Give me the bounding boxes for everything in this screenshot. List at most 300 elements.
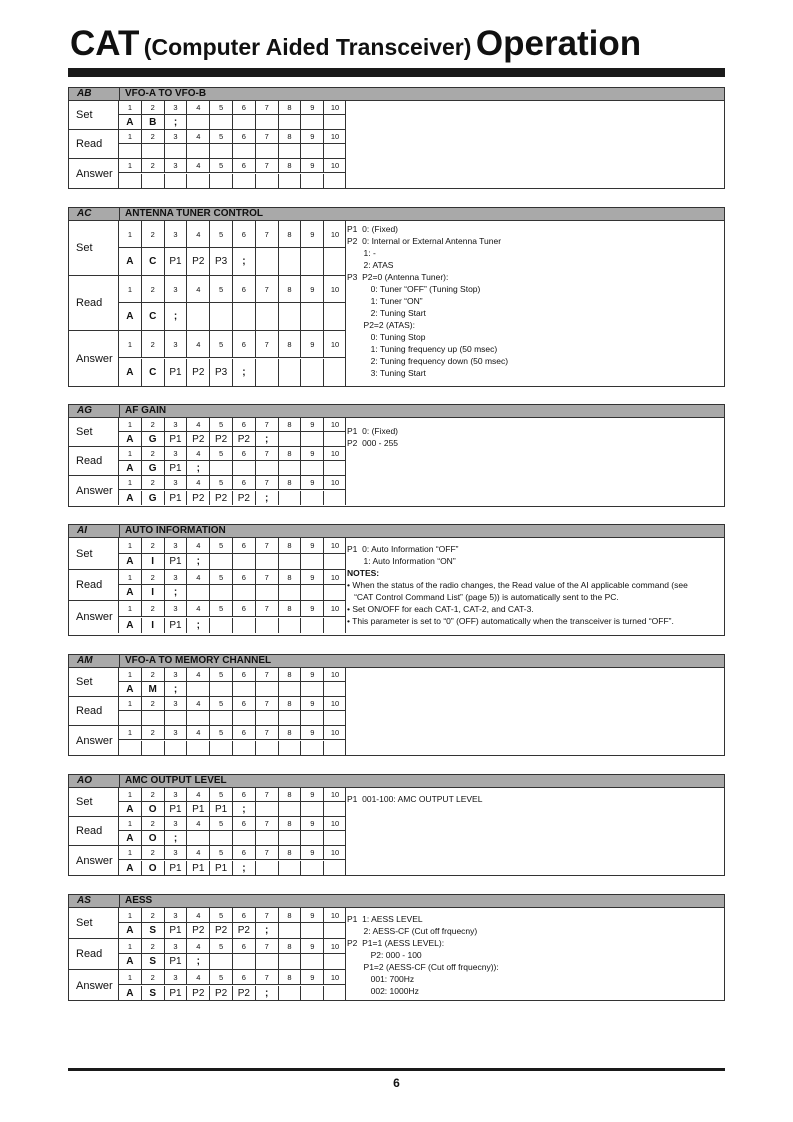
byte-cell: I bbox=[142, 618, 165, 633]
byte-cell: ; bbox=[187, 954, 210, 969]
description-line: P1=2 (AESS-CF (Cut off frquecny)): bbox=[347, 962, 499, 972]
column-number: 10 bbox=[330, 572, 340, 582]
column-number: 7 bbox=[256, 668, 279, 681]
column-number: 10 bbox=[330, 132, 340, 141]
description-line: 2: AESS-CF (Cut off frquecny) bbox=[347, 926, 478, 936]
byte-cell bbox=[279, 303, 302, 330]
column-number: 3 bbox=[165, 221, 188, 247]
description-line: P1 001-100: AMC OUTPUT LEVEL bbox=[347, 794, 483, 804]
byte-cell bbox=[279, 461, 302, 475]
byte-cell bbox=[256, 248, 279, 275]
column-number: 5 bbox=[210, 846, 233, 859]
byte-cell: P1 bbox=[165, 248, 188, 275]
command-code: AO bbox=[77, 775, 92, 786]
command-row-set bbox=[69, 908, 346, 939]
byte-cell bbox=[256, 831, 279, 845]
byte-cell bbox=[324, 682, 346, 696]
byte-cell: P2 bbox=[210, 986, 233, 1001]
byte-cell: A bbox=[119, 585, 142, 600]
column-number: 5 bbox=[210, 276, 233, 302]
command-name: AESS bbox=[125, 895, 153, 906]
byte-cell: A bbox=[119, 359, 142, 386]
column-number: 2 bbox=[142, 447, 165, 460]
byte-cell bbox=[187, 711, 210, 725]
row-label: Set bbox=[69, 538, 119, 569]
column-number: 8 bbox=[279, 970, 302, 984]
column-number: 8 bbox=[279, 668, 302, 681]
column-number: 9 bbox=[301, 331, 324, 357]
byte-cell: P2 bbox=[233, 491, 256, 505]
byte-cell: A bbox=[119, 986, 142, 1001]
byte-cell: S bbox=[142, 923, 165, 938]
byte-cell bbox=[324, 618, 346, 633]
command-name: ANTENNA TUNER CONTROL bbox=[125, 208, 263, 219]
byte-cell bbox=[210, 711, 233, 725]
column-number: 3 bbox=[165, 970, 188, 984]
byte-cell bbox=[324, 861, 346, 875]
column-number: 2 bbox=[142, 221, 165, 247]
byte-cell bbox=[256, 741, 279, 755]
command-row-read bbox=[69, 817, 346, 846]
command-row-read bbox=[69, 570, 346, 601]
byte-cell bbox=[256, 461, 279, 475]
byte-cell bbox=[256, 954, 279, 969]
byte-cell: A bbox=[119, 115, 142, 129]
byte-cell bbox=[187, 585, 210, 600]
byte-cell bbox=[187, 741, 210, 755]
column-number: 6 bbox=[233, 908, 256, 922]
byte-cell: C bbox=[142, 359, 165, 386]
column-number: 2 bbox=[142, 331, 165, 357]
column-number: 9 bbox=[301, 101, 324, 114]
column-number: 9 bbox=[301, 221, 324, 247]
column-number: 4 bbox=[187, 970, 210, 984]
column-number: 7 bbox=[256, 221, 279, 247]
description-line: P2 0: Internal or External Antenna Tuner bbox=[347, 236, 502, 246]
byte-cell: A bbox=[119, 682, 142, 696]
byte-cell bbox=[279, 144, 302, 158]
byte-cell bbox=[324, 491, 346, 505]
description-line: P2=2 (ATAS): bbox=[347, 320, 415, 330]
column-number: 5 bbox=[210, 668, 233, 681]
row-label: Set bbox=[69, 418, 119, 446]
byte-cell bbox=[324, 461, 346, 475]
byte-cell: A bbox=[119, 248, 142, 275]
byte-cell bbox=[233, 741, 256, 755]
column-number: 4 bbox=[187, 668, 210, 681]
page-number: 6 bbox=[393, 1076, 400, 1090]
command-row-set bbox=[69, 221, 346, 276]
byte-cell bbox=[142, 174, 165, 188]
command-section-am bbox=[68, 654, 725, 756]
byte-cell bbox=[233, 585, 256, 600]
column-number: 2 bbox=[142, 418, 165, 431]
column-number: 8 bbox=[279, 939, 302, 953]
byte-cell: P1 bbox=[165, 432, 188, 446]
column-number: 2 bbox=[142, 570, 165, 584]
byte-grid bbox=[119, 538, 346, 569]
byte-cell bbox=[324, 554, 346, 569]
byte-cell bbox=[233, 115, 256, 129]
byte-grid bbox=[119, 331, 346, 386]
column-number: 6 bbox=[233, 101, 256, 114]
byte-cell: A bbox=[119, 618, 142, 633]
row-label: Set bbox=[69, 101, 119, 129]
byte-cell bbox=[301, 554, 324, 569]
column-number: 9 bbox=[301, 538, 324, 553]
column-number: 2 bbox=[142, 130, 165, 143]
byte-cell: P2 bbox=[233, 923, 256, 938]
column-number: 7 bbox=[256, 846, 279, 859]
column-number: 6 bbox=[233, 276, 256, 302]
byte-cell: ; bbox=[256, 986, 279, 1001]
byte-cell bbox=[301, 585, 324, 600]
command-row-set bbox=[69, 101, 346, 130]
command-name: AF GAIN bbox=[125, 405, 167, 416]
byte-cell: P2 bbox=[187, 359, 210, 386]
byte-cell bbox=[301, 144, 324, 158]
row-label: Read bbox=[69, 447, 119, 475]
column-number: 5 bbox=[210, 331, 233, 357]
byte-grid bbox=[119, 101, 346, 129]
column-number: 8 bbox=[279, 570, 302, 584]
description-line: 0: Tuning Stop bbox=[347, 332, 426, 342]
byte-cell bbox=[279, 174, 302, 188]
byte-cell bbox=[279, 491, 302, 505]
byte-cell: P2 bbox=[187, 986, 210, 1001]
row-label: Answer bbox=[69, 846, 119, 875]
byte-cell bbox=[301, 986, 324, 1001]
section-header bbox=[69, 895, 724, 908]
byte-cell: G bbox=[142, 461, 165, 475]
byte-cell bbox=[301, 303, 324, 330]
byte-cell bbox=[324, 432, 346, 446]
byte-cell bbox=[256, 861, 279, 875]
command-row-answer bbox=[69, 331, 346, 386]
byte-cell bbox=[279, 861, 302, 875]
column-number: 4 bbox=[187, 817, 210, 830]
column-number: 6 bbox=[233, 726, 256, 739]
column-number: 4 bbox=[187, 697, 210, 710]
command-row-set bbox=[69, 418, 346, 447]
byte-cell: A bbox=[119, 954, 142, 969]
byte-cell bbox=[210, 831, 233, 845]
byte-cell bbox=[187, 115, 210, 129]
byte-cell: P1 bbox=[210, 861, 233, 875]
row-label: Read bbox=[69, 276, 119, 330]
byte-cell bbox=[279, 741, 302, 755]
column-number: 1 bbox=[119, 101, 142, 114]
command-code: AI bbox=[77, 525, 87, 536]
column-number: 5 bbox=[210, 908, 233, 922]
byte-cell bbox=[256, 303, 279, 330]
row-label: Answer bbox=[69, 331, 119, 386]
column-number: 5 bbox=[210, 570, 233, 584]
byte-cell: O bbox=[142, 861, 165, 875]
byte-cell bbox=[142, 741, 165, 755]
byte-cell: A bbox=[119, 491, 142, 505]
column-number: 6 bbox=[233, 331, 256, 357]
byte-cell bbox=[210, 585, 233, 600]
byte-cell bbox=[210, 618, 233, 633]
description-line: 002: 1000Hz bbox=[347, 986, 419, 996]
byte-cell: ; bbox=[233, 359, 256, 386]
column-number: 2 bbox=[142, 601, 165, 616]
byte-cell bbox=[279, 248, 302, 275]
column-number: 6 bbox=[233, 418, 256, 431]
byte-cell: C bbox=[142, 303, 165, 330]
byte-cell bbox=[165, 741, 188, 755]
byte-cell: ; bbox=[165, 831, 188, 845]
byte-cell: P1 bbox=[165, 461, 188, 475]
byte-cell: G bbox=[142, 432, 165, 446]
column-number: 2 bbox=[142, 538, 165, 553]
byte-cell bbox=[233, 554, 256, 569]
byte-grid bbox=[119, 476, 346, 505]
section-header bbox=[69, 775, 724, 788]
byte-cell: P2 bbox=[210, 923, 233, 938]
column-number: 8 bbox=[279, 538, 302, 553]
column-number: 4 bbox=[187, 276, 210, 302]
column-number: 6 bbox=[233, 697, 256, 710]
byte-cell: M bbox=[142, 682, 165, 696]
column-number: 4 bbox=[187, 159, 210, 172]
column-number: 4 bbox=[187, 130, 210, 143]
column-number: 10 bbox=[330, 699, 340, 708]
section-header bbox=[69, 525, 724, 538]
column-number: 3 bbox=[165, 159, 188, 172]
byte-cell bbox=[301, 432, 324, 446]
column-number: 7 bbox=[256, 970, 279, 984]
column-number: 5 bbox=[210, 130, 233, 143]
row-label: Answer bbox=[69, 726, 119, 755]
column-number: 4 bbox=[187, 538, 210, 553]
column-number: 4 bbox=[187, 221, 210, 247]
column-number: 1 bbox=[119, 476, 142, 489]
byte-cell: P1 bbox=[165, 618, 188, 633]
command-row-answer bbox=[69, 601, 346, 633]
column-number: 2 bbox=[142, 846, 165, 859]
command-code: AS bbox=[77, 895, 91, 906]
byte-cell bbox=[187, 174, 210, 188]
column-number: 3 bbox=[165, 601, 188, 616]
column-number: 7 bbox=[256, 788, 279, 801]
column-number: 9 bbox=[301, 668, 324, 681]
byte-cell bbox=[165, 174, 188, 188]
byte-cell bbox=[210, 303, 233, 330]
byte-cell bbox=[324, 174, 346, 188]
column-number: 10 bbox=[330, 339, 340, 349]
column-number: 2 bbox=[142, 908, 165, 922]
column-number: 7 bbox=[256, 939, 279, 953]
column-number: 9 bbox=[301, 418, 324, 431]
column-number: 1 bbox=[119, 130, 142, 143]
byte-cell bbox=[187, 682, 210, 696]
column-number: 3 bbox=[165, 447, 188, 460]
byte-cell: A bbox=[119, 554, 142, 569]
byte-cell: A bbox=[119, 923, 142, 938]
column-number: 3 bbox=[165, 276, 188, 302]
column-number: 10 bbox=[330, 972, 340, 982]
byte-cell bbox=[256, 682, 279, 696]
byte-cell bbox=[119, 174, 142, 188]
column-number: 9 bbox=[301, 939, 324, 953]
column-number: 7 bbox=[256, 697, 279, 710]
byte-cell: P1 bbox=[165, 554, 188, 569]
description-line: P2: 000 - 100 bbox=[347, 950, 422, 960]
byte-cell bbox=[301, 954, 324, 969]
byte-cell bbox=[301, 618, 324, 633]
byte-cell bbox=[256, 711, 279, 725]
column-number: 2 bbox=[142, 159, 165, 172]
section-header bbox=[69, 208, 724, 221]
byte-cell bbox=[301, 115, 324, 129]
column-number: 4 bbox=[187, 331, 210, 357]
column-number: 5 bbox=[210, 159, 233, 172]
byte-cell bbox=[165, 711, 188, 725]
byte-cell bbox=[256, 144, 279, 158]
column-number: 9 bbox=[301, 447, 324, 460]
byte-cell: A bbox=[119, 432, 142, 446]
column-number: 9 bbox=[301, 130, 324, 143]
column-number: 2 bbox=[142, 101, 165, 114]
column-number: 5 bbox=[210, 476, 233, 489]
byte-grid bbox=[119, 221, 346, 275]
column-number: 2 bbox=[142, 939, 165, 953]
byte-cell bbox=[256, 174, 279, 188]
byte-cell bbox=[301, 174, 324, 188]
description-line: P3 P2=0 (Antenna Tuner): bbox=[347, 272, 449, 282]
byte-cell bbox=[233, 461, 256, 475]
byte-cell bbox=[256, 115, 279, 129]
byte-cell: P1 bbox=[187, 802, 210, 816]
column-number: 6 bbox=[233, 447, 256, 460]
byte-cell bbox=[210, 682, 233, 696]
footer-rule bbox=[68, 1068, 725, 1071]
byte-cell bbox=[324, 802, 346, 816]
byte-cell: B bbox=[142, 115, 165, 129]
command-row-read bbox=[69, 276, 346, 331]
column-number: 2 bbox=[142, 817, 165, 830]
row-label: Answer bbox=[69, 159, 119, 188]
column-number: 7 bbox=[256, 908, 279, 922]
column-number: 6 bbox=[233, 538, 256, 553]
row-label: Read bbox=[69, 697, 119, 725]
byte-grid bbox=[119, 601, 346, 633]
byte-cell bbox=[301, 461, 324, 475]
command-name: AMC OUTPUT LEVEL bbox=[125, 775, 227, 786]
byte-cell bbox=[324, 923, 346, 938]
byte-cell bbox=[279, 831, 302, 845]
byte-cell: C bbox=[142, 248, 165, 275]
command-code: AC bbox=[77, 208, 92, 219]
column-number: 9 bbox=[301, 908, 324, 922]
column-number: 7 bbox=[256, 130, 279, 143]
byte-cell bbox=[324, 115, 346, 129]
byte-cell bbox=[301, 923, 324, 938]
column-number: 5 bbox=[210, 788, 233, 801]
column-number: 3 bbox=[165, 908, 188, 922]
section-header bbox=[69, 655, 724, 668]
byte-cell bbox=[279, 923, 302, 938]
parameter-description bbox=[347, 543, 688, 627]
command-row-read bbox=[69, 447, 346, 476]
byte-cell bbox=[233, 711, 256, 725]
column-number: 8 bbox=[279, 276, 302, 302]
column-number: 6 bbox=[233, 846, 256, 859]
column-number: 10 bbox=[330, 910, 340, 920]
column-number: 10 bbox=[330, 103, 340, 112]
command-row-read bbox=[69, 939, 346, 970]
description-line: 2: ATAS bbox=[347, 260, 394, 270]
byte-cell bbox=[210, 115, 233, 129]
byte-cell bbox=[301, 831, 324, 845]
column-number: 8 bbox=[279, 418, 302, 431]
byte-cell bbox=[256, 585, 279, 600]
byte-cell bbox=[279, 585, 302, 600]
title-operation: Operation bbox=[475, 24, 642, 63]
command-section-ag bbox=[68, 404, 725, 507]
column-number: 7 bbox=[256, 601, 279, 616]
column-number: 5 bbox=[210, 697, 233, 710]
row-label: Read bbox=[69, 130, 119, 158]
description-line: P1 0: (Fixed) bbox=[347, 224, 399, 234]
command-section-ab bbox=[68, 87, 725, 189]
command-row-read bbox=[69, 130, 346, 159]
column-number: 4 bbox=[187, 788, 210, 801]
column-number: 8 bbox=[279, 846, 302, 859]
column-number: 8 bbox=[279, 159, 302, 172]
command-row-read bbox=[69, 697, 346, 726]
column-number: 4 bbox=[187, 908, 210, 922]
column-number: 1 bbox=[119, 276, 142, 302]
row-label: Answer bbox=[69, 476, 119, 505]
byte-grid bbox=[119, 726, 346, 755]
column-number: 8 bbox=[279, 817, 302, 830]
byte-cell bbox=[301, 741, 324, 755]
byte-grid bbox=[119, 130, 346, 158]
column-number: 6 bbox=[233, 939, 256, 953]
byte-cell bbox=[187, 303, 210, 330]
parameter-description bbox=[347, 793, 482, 805]
byte-cell bbox=[256, 554, 279, 569]
column-number: 1 bbox=[119, 570, 142, 584]
byte-cell bbox=[210, 741, 233, 755]
column-number: 9 bbox=[301, 159, 324, 172]
column-number: 4 bbox=[187, 939, 210, 953]
byte-cell bbox=[256, 359, 279, 386]
byte-cell: G bbox=[142, 491, 165, 505]
byte-cell bbox=[279, 554, 302, 569]
column-number: 9 bbox=[301, 817, 324, 830]
column-number: 7 bbox=[256, 447, 279, 460]
byte-cell bbox=[119, 711, 142, 725]
row-label: Set bbox=[69, 788, 119, 816]
byte-cell bbox=[210, 554, 233, 569]
description-line: P1 0: Auto Information “OFF” bbox=[347, 544, 459, 554]
description-line: • When the status of the radio changes, the Read value of the AI applicable command (see bbox=[347, 580, 688, 590]
byte-cell: I bbox=[142, 554, 165, 569]
column-number: 8 bbox=[279, 697, 302, 710]
column-number: 2 bbox=[142, 697, 165, 710]
header-rule bbox=[68, 68, 725, 77]
byte-cell bbox=[187, 144, 210, 158]
column-number: 2 bbox=[142, 476, 165, 489]
byte-cell: ; bbox=[256, 923, 279, 938]
column-number: 6 bbox=[233, 130, 256, 143]
command-row-set bbox=[69, 788, 346, 817]
column-number: 5 bbox=[210, 221, 233, 247]
